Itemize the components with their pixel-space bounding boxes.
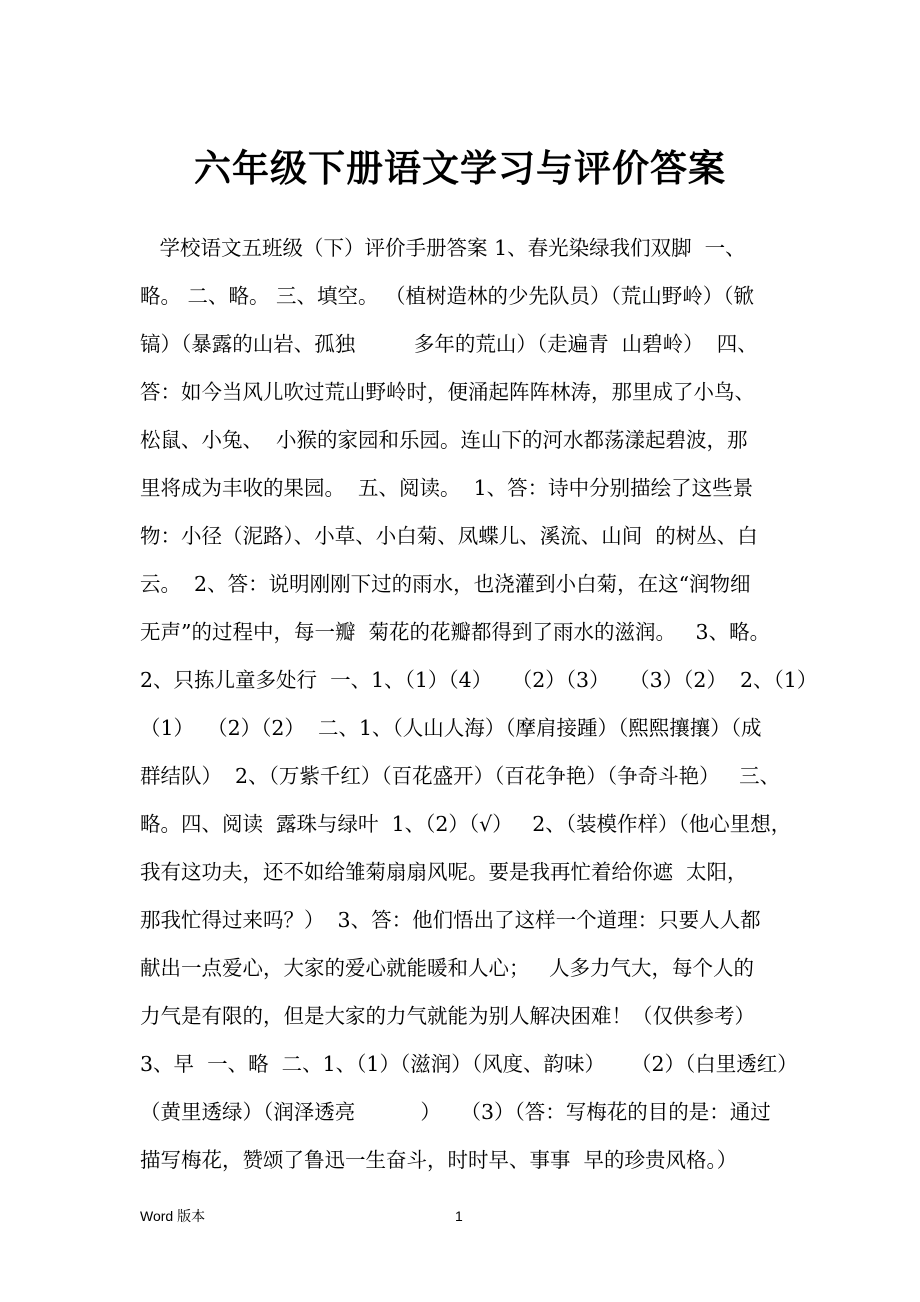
body-line-11: （1） （2）（2） 二、1、（人山人海）（摩肩接踵）（熙熙攘攘）（成 [140, 716, 762, 740]
body-line-20: 描写梅花，赞颂了鲁迅一生奋斗，时时早、事事 早的珍贵风格。） [140, 1148, 738, 1172]
body-line-7: 物：小径（泥路）、小草、小白菊、凤蝶儿、溪流、山间 的树丛、白 [140, 524, 758, 548]
body-line-3: 镐）（暴露的山岩、孤独 多年的荒山）（走遍青 山碧岭） 四、 [140, 332, 758, 356]
body-line-1: 学校语文五班级（下）评价手册答案 1、春光染绿我们双脚 一、 [140, 236, 746, 260]
body-line-8: 云。 2、答：说明刚刚下过的雨水，也浇灌到小白菊，在这“润物细 [140, 572, 751, 596]
document-title: 六年级下册语文学习与评价答案 [194, 146, 726, 190]
body-line-9: 无声”的过程中，每一瓣 菊花的花瓣都得到了雨水的滋润。 3、略。 [140, 620, 771, 644]
page-number: 1 [455, 1208, 463, 1224]
body-line-17: 力气是有限的，但是大家的力气就能为别人解决困难！（仅供参考） [140, 1004, 755, 1028]
footer-label: Word 版本 [140, 1208, 206, 1224]
body-line-18: 3、早 一、略 二、1、（1）（滋润）（风度、韵味） （2）（白里透红） [140, 1052, 798, 1076]
body-line-2: 略。 二、略。 三、填空。 （植树造林的少先队员）（荒山野岭）（锨 [140, 284, 755, 308]
body-line-15: 那我忙得过来吗？） 3、答：他们悟出了这样一个道理：只要人人都 [140, 908, 761, 932]
body-line-16: 献出一点爱心，大家的爱心就能暖和人心； 人多力气大，每个人的 [140, 956, 755, 980]
body-line-10: 2、只拣儿童多处行 一、1、（1）（4） （2）（3） （3）（2） 2、（1） [140, 668, 818, 692]
body-line-5: 松鼠、小兔、 小猴的家园和乐园。连山下的河水都荡漾起碧波，那 [140, 428, 748, 452]
body-line-4: 答：如今当风儿吹过荒山野岭时，便涌起阵阵林涛，那里成了小鸟、 [140, 380, 755, 404]
body-line-12: 群结队） 2、（万紫千红）（百花盛开）（百花争艳）（争奇斗艳） 三、 [140, 764, 781, 788]
body-line-6: 里将成为丰收的果园。 五、阅读。 1、答：诗中分别描绘了这些景 [140, 476, 754, 500]
body-line-13: 略。四、阅读 露珠与绿叶 1、（2）（√） 2、（装模作样）（他心里想， [140, 812, 792, 836]
document-body [140, 224, 820, 1184]
body-line-19: （黄里透绿）（润泽透亮 ） （3）（答：写梅花的目的是：通过 [140, 1100, 771, 1124]
body-line-14: 我有这功夫，还不如给雏菊扇扇风呢。要是我再忙着给你遮 太阳， [140, 860, 748, 884]
